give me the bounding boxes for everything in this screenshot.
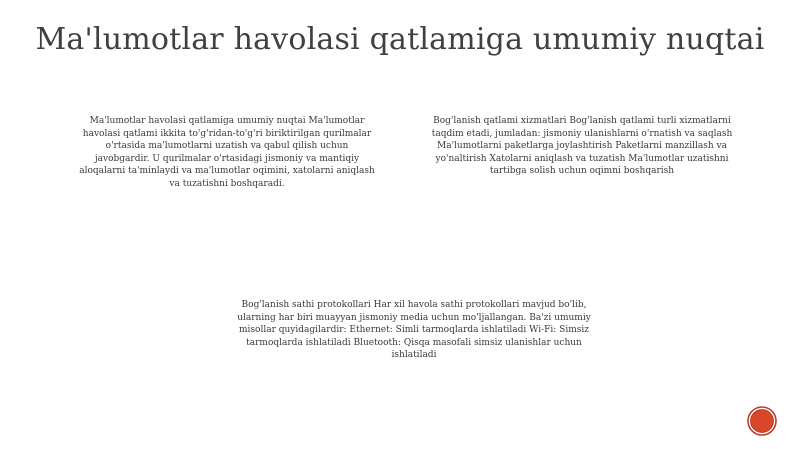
text-block-link-layer-services: Bog'lanish qatlami xizmatlari Bog'lanish qatlami turli xizmatlarni taqdim etadi, jumladan: jismoniy ulanishlarni o'rnatish va saqlash Ma'lumotlarni paketlarga joylashtirish Paketlarni manzillash va yo'naltirish Xatolarni aniqlash va tuzatish Ma'lumotlar uzatishni tartibga solish uchun oqimni boshqarish — [431, 116, 733, 177]
text-block-data-link-overview: Ma'lumotlar havolasi qatlamiga umumiy nuqtai Ma'lumotlar havolasi qatlami ikkita to'g'ridan-to'g'ri biriktirilgan qurilmalar o'rtasida ma'lumotlarni uzatish va qabul qilish uchun javobgardir. U qurilmalar o'rtasidagi jismoniy va mantiqiy aloqalarni ta'minlaydi va ma'lumotlar oqimini, xatolarni aniqlash va tuzatishni boshqaradi. — [79, 116, 375, 189]
slide-title: Ma'lumotlar havolasi qatlamiga umumiy nuqtai — [35, 22, 765, 57]
text-block-link-layer-protocols: Bog'lanish sathi protokollari Har xil havola sathi protokollari mavjud bo'lib, ularning har biri muayyan jismoniy media uchun mo'ljallangan. Ba'zi umumiy misollar quyidagilardir: Ethernet: Simli tarmoqlarda ishlatiladi Wi-Fi: Simsiz tarmoqlarda ishlatiladi Bluetooth: Qisqa masofali simsiz ulanishlar uchun ishlatiladi — [237, 300, 591, 361]
next-slide-button[interactable] — [747, 406, 777, 436]
circle-nav-icon — [747, 406, 777, 436]
